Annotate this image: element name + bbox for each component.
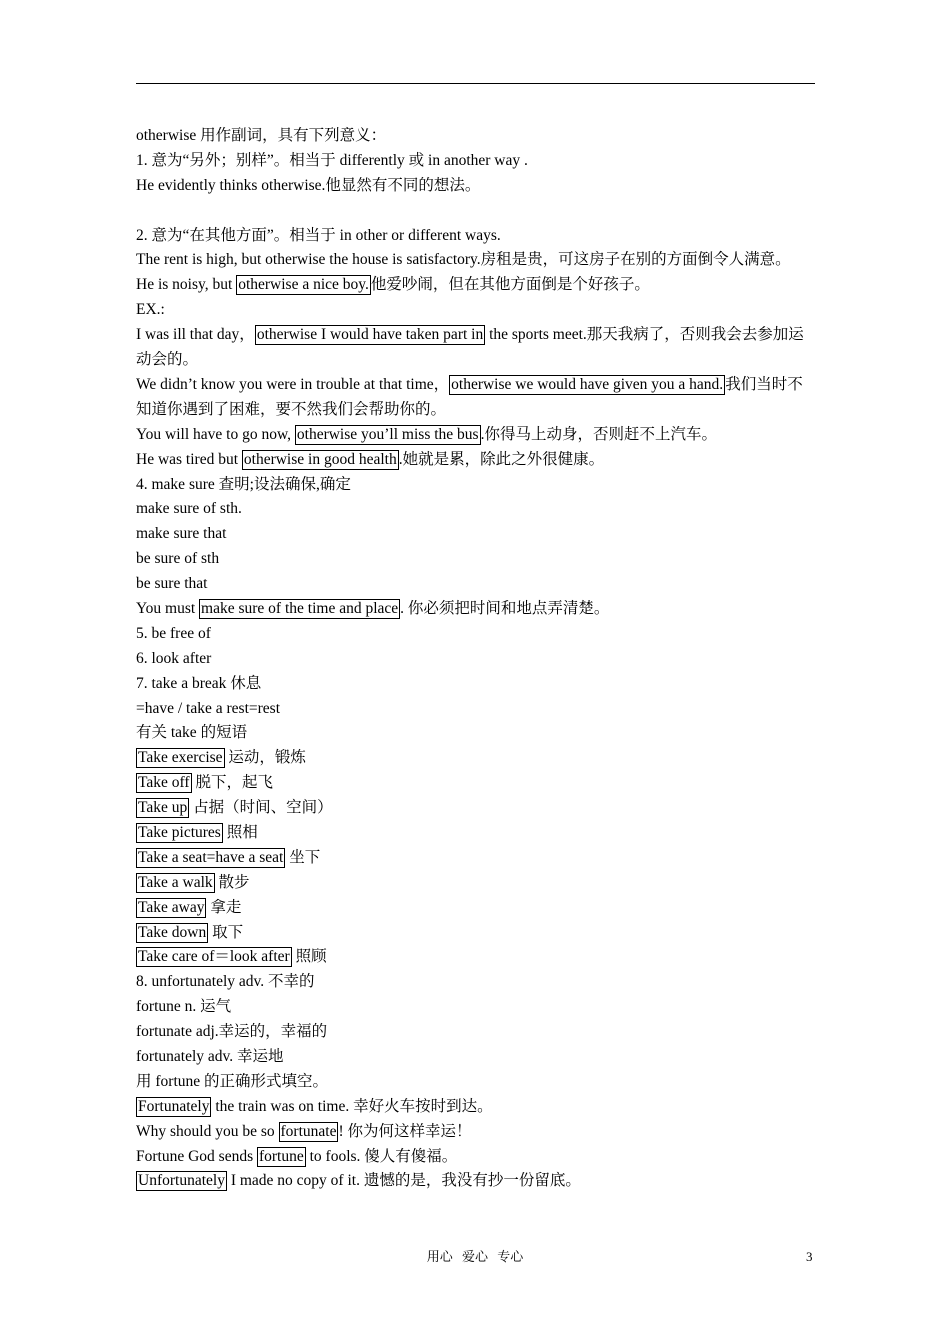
boxed-phrase: Take off <box>138 774 190 792</box>
boxed-phrase: make sure of the time and place <box>201 600 399 617</box>
paragraph: fortune n. 运气 <box>136 998 232 1016</box>
example-sentence: Why should you be so fortunate ! 你为何这样幸运！ <box>136 1122 472 1140</box>
boxed-phrase: otherwise you’ll miss the bus <box>296 425 479 443</box>
document-body <box>136 124 816 1194</box>
boxed-phrase: otherwise a nice boy. <box>238 276 369 294</box>
paragraph: 8. unfortunately adv. 不幸的 <box>136 973 315 991</box>
paragraph: fortunate adj.幸运的，幸福的 <box>136 1023 328 1041</box>
phrase-entry: Take off 脱下，起飞 <box>138 774 273 792</box>
boxed-phrase: Unfortunately <box>138 1172 225 1190</box>
boxed-phrase: Take down <box>138 923 207 941</box>
boxed-phrase: Take a seat=have a seat <box>138 848 284 866</box>
phrase-entry: Take a walk 散步 <box>138 873 250 891</box>
phrase-entry: Take away 拿走 <box>138 898 242 916</box>
phrase-entry: Take a seat=have a seat 坐下 <box>138 848 321 866</box>
example-sentence: We didn’t know you were in trouble at that time， otherwise we would have given you a hand. 我们当时不知道你遇到了困难，要不然我们会帮助你的。 <box>136 375 803 418</box>
example-sentence: I was ill that day， otherwise I would have taken part in the sports meet.那天我病了，否则我会去参加运动会的。 <box>136 326 804 369</box>
paragraph: 6. look after <box>136 649 212 667</box>
paragraph: 7. take a break 休息 <box>136 674 262 692</box>
paragraph: 4. make sure 查明;设法确保,确定 <box>136 475 351 493</box>
example-sentence: He is noisy, but otherwise a nice boy. 他爱吵闹，但在其他方面倒是个好孩子。 <box>136 276 650 294</box>
paragraph: make sure that <box>136 525 227 543</box>
phrase-entry: Take exercise 运动，锻炼 <box>138 749 306 767</box>
paragraph: 1. 意为“另外；别样”。相当于 differently 或 in another way . <box>136 151 528 169</box>
footer-motto: 用心 爱心 专心 <box>426 1249 524 1264</box>
blank-line <box>136 199 816 224</box>
boxed-phrase: otherwise in good health <box>243 450 397 468</box>
example-sentence: Fortune God sends fortune to fools. 傻人有傻福。 <box>136 1147 458 1165</box>
example-sentence: You must make sure of the time and place . 你必须把时间和地点弄清楚。 <box>136 600 610 617</box>
example-sentence: Unfortunately I made no copy of it. 遗憾的是，我没有抄一份留底。 <box>138 1172 581 1190</box>
paragraph: be sure that <box>136 575 208 593</box>
example-sentence: Fortunately the train was on time. 幸好火车按时到达。 <box>138 1097 493 1115</box>
boxed-phrase: Take care of＝look after <box>138 948 290 966</box>
paragraph: 2. 意为“在其他方面”。相当于 in other or different ways. <box>136 226 501 244</box>
boxed-phrase: Fortunately <box>138 1097 210 1115</box>
phrase-entry: Take pictures 照相 <box>138 824 258 842</box>
paragraph: The rent is high, but otherwise the house is satisfactory.房租是贵，可这房子在别的方面倒令人满意。 <box>136 251 791 269</box>
phrase-entry: Take up 占据（时间、空间） <box>138 799 333 817</box>
boxed-phrase: Take a walk <box>138 873 213 891</box>
boxed-phrase: Take pictures <box>138 824 221 842</box>
paragraph: EX.: <box>136 301 165 319</box>
boxed-phrase: otherwise we would have given you a hand. <box>451 375 724 393</box>
boxed-phrase: otherwise I would have taken part in <box>256 326 484 344</box>
header-rule <box>136 83 815 84</box>
boxed-phrase: fortune <box>258 1147 304 1165</box>
boxed-phrase: Take away <box>138 898 205 916</box>
paragraph: =have / take a rest=rest <box>136 699 281 717</box>
paragraph: otherwise 用作副词，具有下列意义： <box>136 127 387 144</box>
paragraph: 5. be free of <box>136 624 211 642</box>
paragraph: 用 fortune 的正确形式填空。 <box>136 1072 329 1090</box>
boxed-phrase: fortunate <box>280 1122 337 1140</box>
boxed-phrase: Take up <box>138 799 188 817</box>
paragraph: fortunately adv. 幸运地 <box>136 1048 284 1066</box>
phrase-entry: Take care of＝look after 照顾 <box>138 948 327 966</box>
paragraph: He evidently thinks otherwise.他显然有不同的想法。 <box>136 176 481 194</box>
example-sentence: You will have to go now, otherwise you’ll miss the bus .你得马上动身，否则赶不上汽车。 <box>136 425 717 443</box>
boxed-phrase: Take exercise <box>138 749 223 767</box>
paragraph: be sure of sth <box>136 550 220 568</box>
example-sentence: He was tired but otherwise in good health .她就是累，除此之外很健康。 <box>136 450 605 468</box>
page-number: 3 <box>806 1249 813 1264</box>
paragraph: make sure of sth. <box>136 500 242 518</box>
paragraph: 有关 take 的短语 <box>136 724 248 742</box>
phrase-entry: Take down 取下 <box>138 923 244 941</box>
